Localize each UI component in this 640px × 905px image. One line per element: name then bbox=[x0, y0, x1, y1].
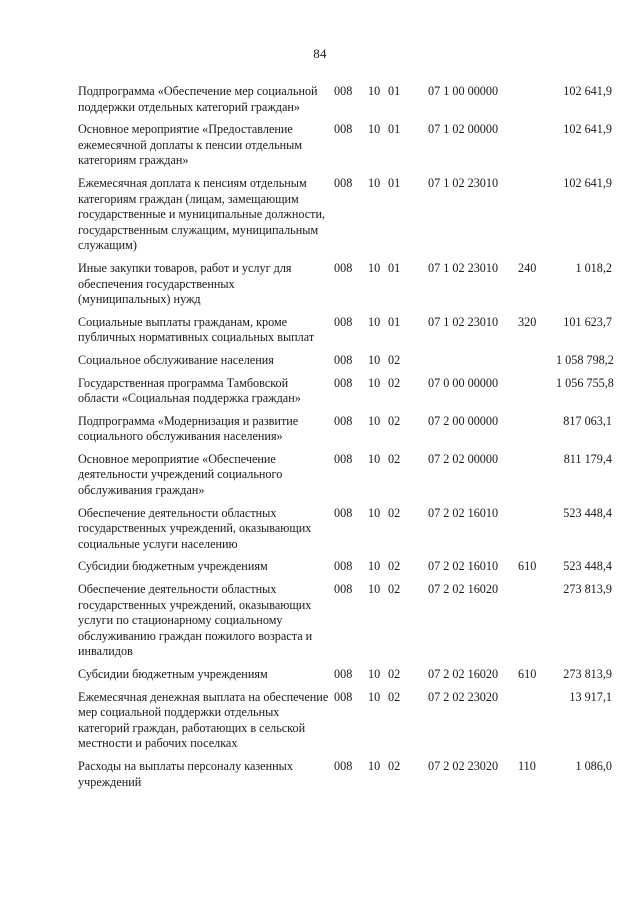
row-name: Расходы на выплаты персоналу казенных учреждений bbox=[78, 758, 293, 789]
row-podrazdel: 01 bbox=[388, 314, 401, 329]
row-razdel: 10 bbox=[368, 689, 381, 704]
row-grbs: 008 bbox=[334, 451, 353, 466]
row-sum: 523 448,4 bbox=[563, 559, 612, 574]
row-sum: 101 623,7 bbox=[563, 314, 612, 329]
row-vr: 110 bbox=[518, 758, 536, 773]
row-name: Основное мероприятие «Предоставление ежемесячной доплаты к пенсии отдельным категориям граждан» bbox=[78, 122, 303, 168]
row-podrazdel: 01 bbox=[388, 84, 401, 98]
table-row bbox=[78, 506, 612, 560]
row-sum: 273 813,9 bbox=[563, 582, 612, 597]
row-vr bbox=[518, 506, 556, 560]
row-csr: 07 2 02 16010 bbox=[428, 559, 499, 574]
row-vr: 320 bbox=[518, 314, 537, 329]
row-name: Субсидии бюджетным учреждениям bbox=[78, 667, 268, 681]
row-sum: 102 641,9 bbox=[563, 84, 612, 98]
row-csr: 07 2 02 16020 bbox=[428, 582, 499, 597]
row-podrazdel: 02 bbox=[388, 559, 401, 574]
row-podrazdel: 02 bbox=[388, 689, 401, 704]
row-sum: 523 448,4 bbox=[563, 505, 612, 520]
row-razdel: 10 bbox=[368, 667, 381, 681]
row-csr: 07 2 02 16020 bbox=[428, 667, 499, 681]
page-number: 84 bbox=[313, 46, 327, 61]
row-razdel: 10 bbox=[368, 505, 381, 520]
table-row bbox=[78, 559, 612, 582]
row-vr bbox=[518, 122, 556, 176]
row-grbs: 008 bbox=[334, 352, 353, 367]
row-vr bbox=[518, 452, 556, 506]
row-name: Обеспечение деятельности областных государственных учреждений, оказывающих услуги по стационарному социальному обслуживанию граждан пожилого возраста и инвалидов bbox=[78, 582, 313, 659]
row-name: Основное мероприятие «Обеспечение деятельности учреждений социального обслуживания граждан» bbox=[78, 451, 283, 498]
row-podrazdel: 02 bbox=[388, 582, 401, 597]
row-csr: 07 1 02 00000 bbox=[428, 122, 499, 137]
row-grbs: 008 bbox=[334, 122, 353, 137]
table-row bbox=[78, 376, 612, 414]
row-grbs: 008 bbox=[334, 375, 353, 390]
row-sum: 1 018,2 bbox=[575, 260, 612, 275]
row-sum: 102 641,9 bbox=[563, 175, 612, 190]
row-name: Социальное обслуживание населения bbox=[78, 352, 274, 367]
row-podrazdel: 02 bbox=[388, 413, 401, 428]
row-name: Субсидии бюджетным учреждениям bbox=[78, 559, 268, 574]
table-row bbox=[78, 759, 612, 797]
row-sum: 1 058 798,2 bbox=[556, 352, 614, 367]
row-grbs: 008 bbox=[334, 667, 353, 681]
row-razdel: 10 bbox=[368, 84, 381, 98]
table-row bbox=[78, 315, 612, 353]
row-vr: 610 bbox=[518, 667, 537, 681]
row-podrazdel: 02 bbox=[388, 758, 401, 773]
row-vr: 610 bbox=[518, 559, 537, 574]
row-sum: 811 179,4 bbox=[563, 451, 612, 466]
row-name: Ежемесячная доплата к пенсиям отдельным категориям граждан (лицам, замещающим государственные и муниципальные должности, государственным служащим, муниципальным служащим) bbox=[78, 175, 326, 253]
row-csr: 07 2 02 00000 bbox=[428, 451, 499, 466]
row-name: Социальные выплаты гражданам, кроме публичных нормативных социальных выплат bbox=[78, 314, 315, 345]
row-razdel: 10 bbox=[368, 451, 381, 466]
row-csr bbox=[428, 353, 518, 376]
row-razdel: 10 bbox=[368, 413, 381, 428]
row-razdel: 10 bbox=[368, 352, 381, 367]
row-podrazdel: 02 bbox=[388, 451, 401, 466]
row-csr: 07 1 00 00000 bbox=[428, 84, 499, 98]
row-podrazdel: 02 bbox=[388, 375, 401, 390]
row-csr: 07 2 02 23020 bbox=[428, 689, 499, 704]
table-row bbox=[78, 122, 612, 176]
row-grbs: 008 bbox=[334, 84, 353, 98]
row-razdel: 10 bbox=[368, 375, 381, 390]
row-grbs: 008 bbox=[334, 413, 353, 428]
row-name: Иные закупки товаров, работ и услуг для обеспечения государственных (муниципальных) нужд bbox=[78, 260, 292, 307]
row-podrazdel: 01 bbox=[388, 175, 401, 190]
row-sum: 13 917,1 bbox=[569, 689, 612, 704]
budget-table bbox=[78, 84, 612, 797]
row-vr bbox=[518, 582, 556, 667]
table-row bbox=[78, 261, 612, 315]
row-csr: 07 1 02 23010 bbox=[428, 175, 499, 190]
row-vr: 240 bbox=[518, 260, 537, 275]
budget-table-body bbox=[78, 84, 612, 797]
row-vr bbox=[518, 353, 556, 376]
row-grbs: 008 bbox=[334, 175, 353, 190]
row-grbs: 008 bbox=[334, 505, 353, 520]
row-name: Подпрограмма «Модернизация и развитие социального обслуживания населения» bbox=[78, 413, 299, 444]
table-row bbox=[78, 690, 612, 759]
row-csr: 07 0 00 00000 bbox=[428, 375, 499, 390]
row-csr: 07 2 02 23020 bbox=[428, 758, 499, 773]
row-razdel: 10 bbox=[368, 122, 381, 137]
row-vr bbox=[518, 84, 556, 122]
row-csr: 07 2 00 00000 bbox=[428, 413, 499, 428]
row-csr: 07 2 02 16010 bbox=[428, 505, 499, 520]
row-grbs: 008 bbox=[334, 559, 353, 574]
row-razdel: 10 bbox=[368, 260, 381, 275]
row-vr bbox=[518, 414, 556, 452]
table-row bbox=[78, 582, 612, 667]
row-sum: 1 056 755,8 bbox=[556, 375, 614, 390]
table-row bbox=[78, 353, 612, 376]
row-razdel: 10 bbox=[368, 758, 381, 773]
row-podrazdel: 02 bbox=[388, 667, 401, 681]
row-grbs: 008 bbox=[334, 260, 353, 275]
row-sum: 102 641,9 bbox=[563, 122, 612, 137]
row-sum: 817 063,1 bbox=[563, 413, 612, 428]
row-grbs: 008 bbox=[334, 689, 353, 704]
row-podrazdel: 02 bbox=[388, 505, 401, 520]
table-row bbox=[78, 452, 612, 506]
row-name: Ежемесячная денежная выплата на обеспечение мер социальной поддержки отдельных категорий граждан, работающих в сельской местности и рабочих поселках bbox=[78, 689, 329, 751]
row-razdel: 10 bbox=[368, 559, 381, 574]
table-row bbox=[78, 667, 612, 690]
table-row bbox=[78, 176, 612, 261]
row-podrazdel: 02 bbox=[388, 352, 401, 367]
row-razdel: 10 bbox=[368, 582, 381, 597]
row-name: Подпрограмма «Обеспечение мер социальной поддержки отдельных категорий граждан» bbox=[78, 84, 318, 114]
row-razdel: 10 bbox=[368, 314, 381, 329]
row-podrazdel: 01 bbox=[388, 122, 401, 137]
row-vr bbox=[518, 376, 556, 414]
row-grbs: 008 bbox=[334, 582, 353, 597]
row-grbs: 008 bbox=[334, 758, 353, 773]
row-sum: 273 813,9 bbox=[563, 667, 612, 681]
row-razdel: 10 bbox=[368, 175, 381, 190]
row-csr: 07 1 02 23010 bbox=[428, 314, 499, 329]
row-podrazdel: 01 bbox=[388, 260, 401, 275]
table-row bbox=[78, 414, 612, 452]
row-name: Государственная программа Тамбовской области «Социальная поддержка граждан» bbox=[78, 375, 301, 406]
row-vr bbox=[518, 176, 556, 261]
row-grbs: 008 bbox=[334, 314, 353, 329]
table-row bbox=[78, 84, 612, 122]
row-sum: 1 086,0 bbox=[575, 758, 612, 773]
row-name: Обеспечение деятельности областных государственных учреждений, оказывающих социальные услуги населению bbox=[78, 505, 312, 551]
row-csr: 07 1 02 23010 bbox=[428, 260, 499, 275]
row-vr bbox=[518, 690, 556, 759]
